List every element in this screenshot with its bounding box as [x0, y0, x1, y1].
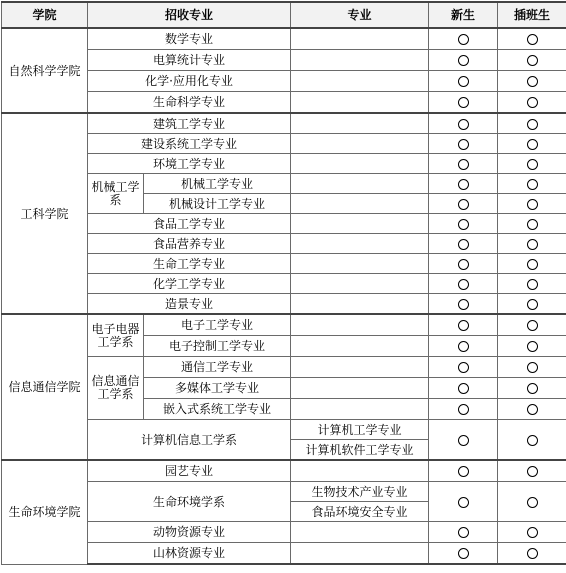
specialty-cell: 计算机软件工学专业	[291, 440, 429, 461]
transfer-mark	[498, 214, 566, 234]
circle-icon	[458, 548, 469, 559]
circle-icon	[527, 239, 538, 250]
circle-icon	[527, 219, 538, 230]
transfer-mark	[498, 460, 566, 482]
transfer-mark	[498, 543, 566, 565]
specialty-cell	[291, 71, 429, 92]
specialty-cell	[291, 134, 429, 154]
freshman-mark	[429, 294, 498, 315]
circle-icon	[458, 239, 469, 250]
specialty-cell	[291, 378, 429, 399]
transfer-mark	[498, 174, 566, 194]
freshman-mark	[429, 399, 498, 420]
circle-icon	[527, 548, 538, 559]
freshman-mark	[429, 543, 498, 565]
specialty-cell	[291, 214, 429, 234]
transfer-mark	[498, 357, 566, 378]
freshman-mark	[429, 174, 498, 194]
circle-icon	[458, 320, 469, 331]
freshman-mark	[429, 460, 498, 482]
circle-icon	[458, 341, 469, 352]
table-row	[2, 113, 566, 134]
specialty-cell	[291, 274, 429, 294]
major-cell: 建筑工学专业	[88, 113, 291, 134]
circle-icon	[527, 320, 538, 331]
circle-icon	[527, 97, 538, 108]
circle-icon	[458, 299, 469, 310]
major-cell: 造景专业	[88, 294, 291, 315]
freshman-mark	[429, 134, 498, 154]
freshman-mark	[429, 420, 498, 461]
specialty-cell	[291, 113, 429, 134]
circle-icon	[458, 219, 469, 230]
circle-icon	[458, 404, 469, 415]
circle-icon	[527, 259, 538, 270]
circle-icon	[458, 97, 469, 108]
circle-icon	[458, 259, 469, 270]
specialty-cell	[291, 254, 429, 274]
circle-icon	[527, 199, 538, 210]
transfer-mark	[498, 254, 566, 274]
department-cell: 计算机信息工学系	[88, 420, 291, 461]
specialty-cell	[291, 314, 429, 336]
circle-icon	[527, 55, 538, 66]
major-cell: 环境工学专业	[88, 154, 291, 174]
major-cell: 机械设计工学专业	[144, 194, 291, 214]
freshman-mark	[429, 274, 498, 294]
department-cell: 电子电器工学系	[88, 314, 144, 357]
major-cell: 生命工学专业	[88, 254, 291, 274]
freshman-mark	[429, 113, 498, 134]
circle-icon	[458, 279, 469, 290]
specialty-cell	[291, 234, 429, 254]
major-cell: 山林资源专业	[88, 543, 291, 565]
transfer-mark	[498, 522, 566, 543]
circle-icon	[458, 55, 469, 66]
major-cell: 建设系统工学专业	[88, 134, 291, 154]
transfer-mark	[498, 92, 566, 114]
freshman-mark	[429, 92, 498, 114]
circle-icon	[527, 34, 538, 45]
freshman-mark	[429, 378, 498, 399]
circle-icon	[527, 404, 538, 415]
specialty-cell	[291, 174, 429, 194]
freshman-mark	[429, 234, 498, 254]
major-cell: 多媒体工学专业	[144, 378, 291, 399]
circle-icon	[458, 497, 469, 508]
header-college: 学院	[2, 2, 88, 28]
header-specialty: 专业	[291, 2, 429, 28]
major-cell: 化学工学专业	[88, 274, 291, 294]
specialty-cell: 食品环境安全专业	[291, 502, 429, 522]
transfer-mark	[498, 50, 566, 71]
specialty-cell	[291, 543, 429, 565]
college-cell: 信息通信学院	[2, 314, 88, 460]
freshman-mark	[429, 357, 498, 378]
major-cell: 电子控制工学专业	[144, 336, 291, 357]
specialty-cell	[291, 92, 429, 114]
circle-icon	[527, 466, 538, 477]
header-transfer: 插班生	[498, 2, 566, 28]
college-cell: 自然科学学院	[2, 28, 88, 113]
circle-icon	[458, 199, 469, 210]
circle-icon	[527, 341, 538, 352]
transfer-mark	[498, 194, 566, 214]
freshman-mark	[429, 522, 498, 543]
circle-icon	[458, 119, 469, 130]
circle-icon	[527, 527, 538, 538]
major-cell: 食品营养专业	[88, 234, 291, 254]
circle-icon	[458, 527, 469, 538]
freshman-mark	[429, 154, 498, 174]
circle-icon	[458, 34, 469, 45]
freshman-mark	[429, 194, 498, 214]
freshman-mark	[429, 254, 498, 274]
specialty-cell	[291, 522, 429, 543]
college-cell: 生命环境学院	[2, 460, 88, 564]
table-row	[2, 460, 566, 482]
specialty-cell	[291, 460, 429, 482]
freshman-mark	[429, 71, 498, 92]
circle-icon	[458, 159, 469, 170]
circle-icon	[458, 76, 469, 87]
circle-icon	[527, 497, 538, 508]
transfer-mark	[498, 294, 566, 315]
transfer-mark	[498, 399, 566, 420]
major-cell: 动物资源专业	[88, 522, 291, 543]
transfer-mark	[498, 113, 566, 134]
circle-icon	[527, 435, 538, 446]
transfer-mark	[498, 234, 566, 254]
freshman-mark	[429, 50, 498, 71]
freshman-mark	[429, 314, 498, 336]
transfer-mark	[498, 274, 566, 294]
specialty-cell: 计算机工学专业	[291, 420, 429, 440]
specialty-cell: 生物技术产业专业	[291, 482, 429, 502]
major-cell: 化学·应用化专业	[88, 71, 291, 92]
circle-icon	[527, 76, 538, 87]
transfer-mark	[498, 336, 566, 357]
transfer-mark	[498, 154, 566, 174]
freshman-mark	[429, 482, 498, 522]
specialty-cell	[291, 336, 429, 357]
college-cell: 工科学院	[2, 113, 88, 314]
circle-icon	[458, 435, 469, 446]
circle-icon	[527, 299, 538, 310]
specialty-cell	[291, 194, 429, 214]
specialty-cell	[291, 357, 429, 378]
circle-icon	[458, 466, 469, 477]
circle-icon	[458, 383, 469, 394]
freshman-mark	[429, 28, 498, 50]
header-row	[2, 2, 566, 28]
major-cell: 数学专业	[88, 28, 291, 50]
header-freshman: 新生	[429, 2, 498, 28]
major-cell: 食品工学专业	[88, 214, 291, 234]
major-cell: 园艺专业	[88, 460, 291, 482]
specialty-cell	[291, 154, 429, 174]
major-cell: 机械工学专业	[144, 174, 291, 194]
table-row	[2, 28, 566, 50]
freshman-mark	[429, 214, 498, 234]
circle-icon	[527, 179, 538, 190]
table-row	[2, 314, 566, 336]
major-cell: 电算统计专业	[88, 50, 291, 71]
circle-icon	[527, 362, 538, 373]
transfer-mark	[498, 420, 566, 461]
transfer-mark	[498, 71, 566, 92]
department-cell: 信息通信工学系	[88, 357, 144, 420]
circle-icon	[458, 362, 469, 373]
specialty-cell	[291, 28, 429, 50]
transfer-mark	[498, 28, 566, 50]
department-cell: 生命环境学系	[88, 482, 291, 522]
admission-table	[1, 1, 566, 565]
header-admission-major: 招收专业	[88, 2, 291, 28]
circle-icon	[527, 119, 538, 130]
circle-icon	[527, 159, 538, 170]
transfer-mark	[498, 314, 566, 336]
transfer-mark	[498, 482, 566, 522]
circle-icon	[527, 383, 538, 394]
transfer-mark	[498, 378, 566, 399]
circle-icon	[527, 139, 538, 150]
major-cell: 电子工学专业	[144, 314, 291, 336]
specialty-cell	[291, 294, 429, 315]
major-cell: 生命科学专业	[88, 92, 291, 114]
major-cell: 嵌入式系统工学专业	[144, 399, 291, 420]
department-cell: 机械工学系	[88, 174, 144, 214]
circle-icon	[458, 179, 469, 190]
freshman-mark	[429, 336, 498, 357]
specialty-cell	[291, 399, 429, 420]
transfer-mark	[498, 134, 566, 154]
circle-icon	[458, 139, 469, 150]
specialty-cell	[291, 50, 429, 71]
circle-icon	[527, 279, 538, 290]
major-cell: 通信工学专业	[144, 357, 291, 378]
